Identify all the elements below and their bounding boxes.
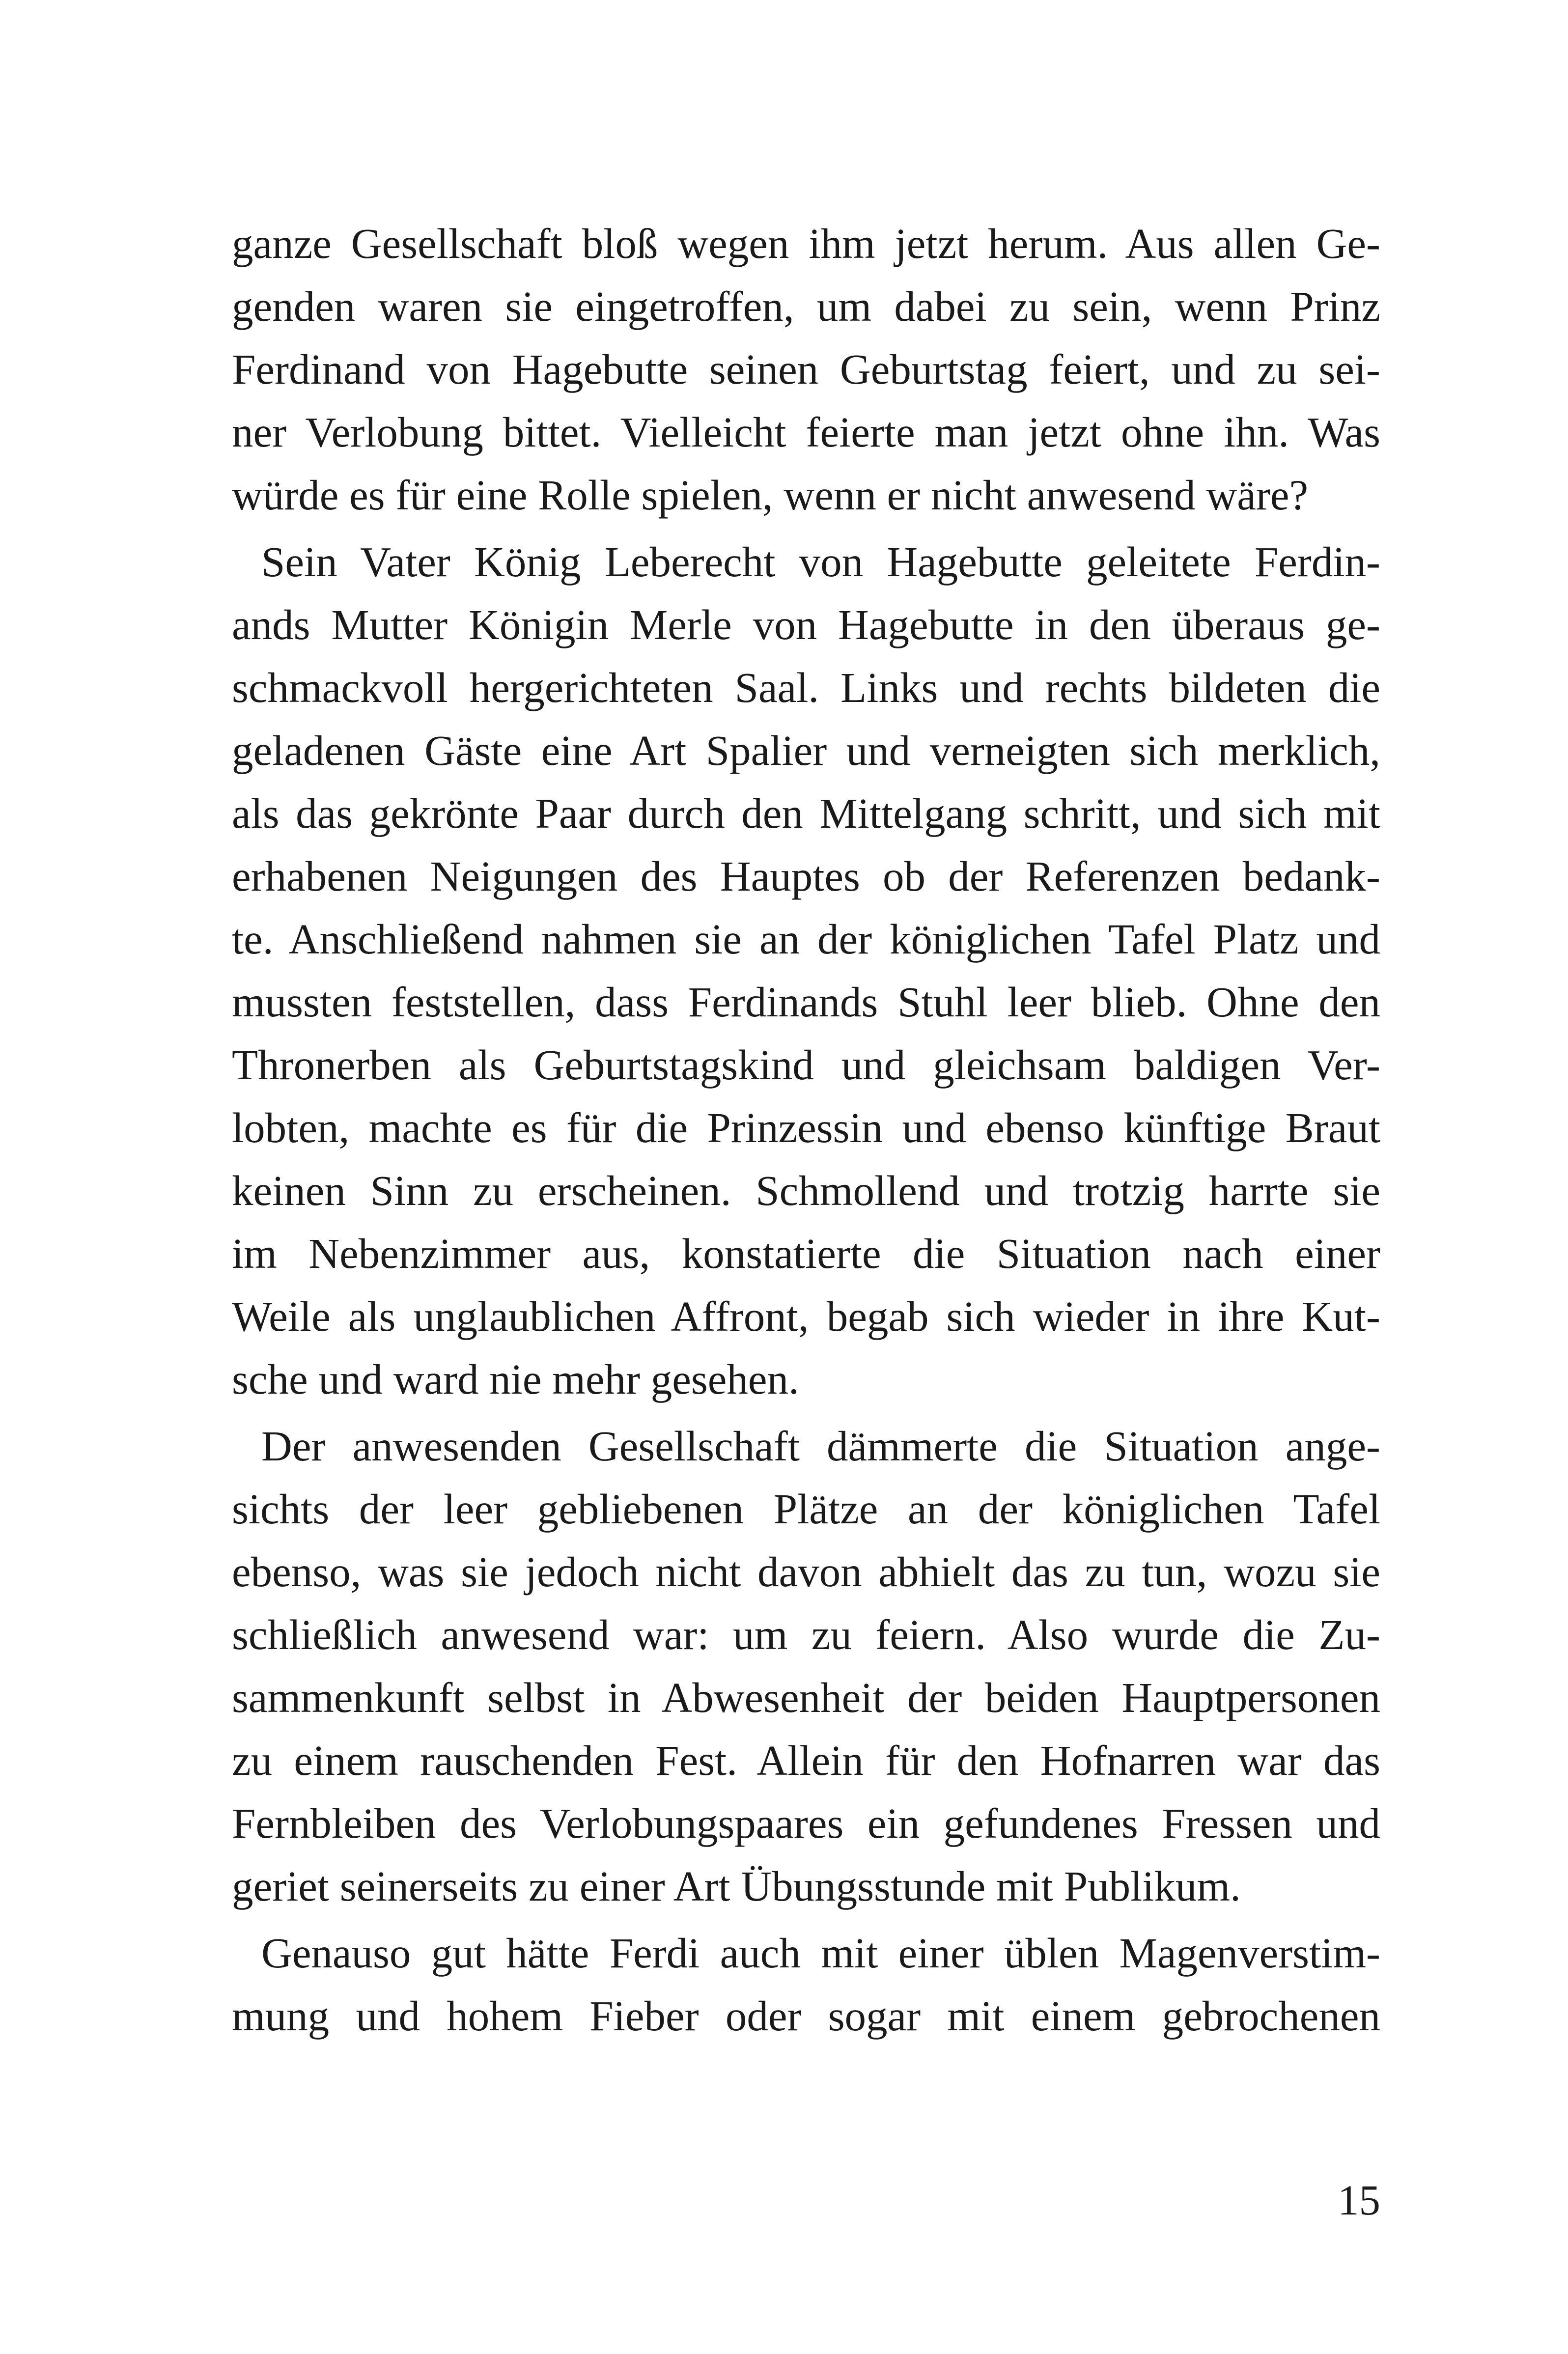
text-line: schmackvoll hergerichteten Saal. Links und rechts bildeten die (232, 664, 1380, 711)
text-line: mung und hohem Fieber oder sogar mit einem gebrochenen (232, 1992, 1380, 2040)
text-line: als das gekrönte Paar durch den Mittelgang schritt, und sich mit (232, 789, 1380, 837)
text-line: mussten feststellen, dass Ferdinands Stuhl leer blieb. Ohne den (232, 978, 1380, 1026)
text-line: ganze Gesellschaft bloß wegen ihm jetzt herum. Aus allen Ge- (232, 220, 1380, 267)
text-line: erhabenen Neigungen des Hauptes ob der Referenzen bedank- (232, 852, 1380, 900)
text-line: sche und ward nie mehr gesehen. (232, 1355, 799, 1403)
text-line: Ferdinand von Hagebutte seinen Geburtstag feiert, und zu sei- (232, 345, 1380, 393)
text-line: te. Anschließend nahmen sie an der königlichen Tafel Platz und (232, 915, 1380, 963)
body-text (232, 212, 1380, 2047)
text-line: zu einem rauschenden Fest. Allein für den Hofnarren war das (232, 1737, 1380, 1784)
text-line: Fernbleiben des Verlobungspaares ein gefundenes Fressen und (232, 1799, 1380, 1847)
text-line: Weile als unglaublichen Affront, begab sich wieder in ihre Kut- (232, 1292, 1380, 1340)
text-line: geladenen Gäste eine Art Spalier und verneigten sich merklich, (232, 727, 1380, 774)
text-line: Genauso gut hätte Ferdi auch mit einer üblen Magenverstim- (261, 1929, 1380, 1977)
text-line: würde es für eine Rolle spielen, wenn er nicht anwesend wäre? (232, 471, 1309, 519)
text-line: Der anwesenden Gesellschaft dämmerte die Situation ange- (261, 1422, 1380, 1470)
text-line: sichts der leer gebliebenen Plätze an der königlichen Tafel (232, 1485, 1380, 1533)
text-line: genden waren sie eingetroffen, um dabei zu sein, wenn Prinz (232, 282, 1380, 330)
text-line: keinen Sinn zu erscheinen. Schmollend und trotzig harrte sie (232, 1167, 1380, 1214)
text-line: Thronerben als Geburtstagskind und gleichsam baldigen Ver- (232, 1041, 1380, 1089)
text-line: ands Mutter Königin Merle von Hagebutte in den überaus ge- (232, 601, 1380, 648)
text-line: lobten, machte es für die Prinzessin und ebenso künftige Braut (232, 1104, 1380, 1151)
text-line: schließlich anwesend war: um zu feiern. Also wurde die Zu- (232, 1611, 1380, 1658)
text-line: im Nebenzimmer aus, konstatierte die Situation nach einer (232, 1230, 1380, 1277)
page-number: 15 (1338, 2176, 1380, 2224)
text-line: ebenso, was sie jedoch nicht davon abhielt das zu tun, wozu sie (232, 1548, 1380, 1596)
text-line: sammenkunft selbst in Abwesenheit der beiden Hauptpersonen (232, 1674, 1380, 1721)
text-line: ner Verlobung bittet. Vielleicht feierte man jetzt ohne ihn. Was (232, 408, 1380, 456)
text-line: Sein Vater König Leberecht von Hagebutte geleitete Ferdin- (261, 538, 1380, 586)
text-line: geriet seinerseits zu einer Art Übungsstunde mit Publikum. (232, 1862, 1241, 1910)
